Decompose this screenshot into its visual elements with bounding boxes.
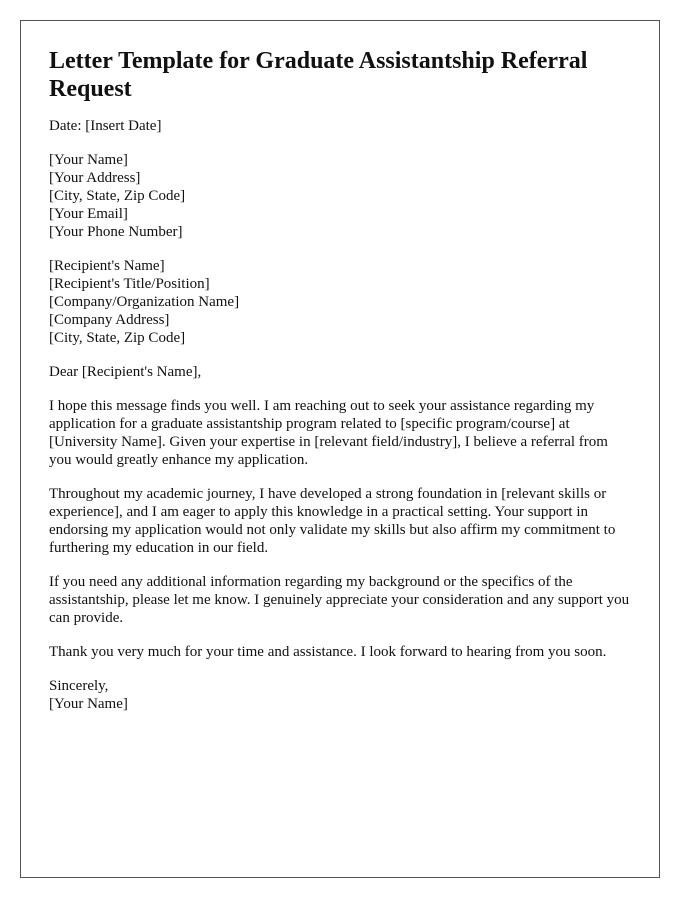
recipient-city-state-zip: [City, State, Zip Code] bbox=[49, 330, 186, 346]
letter-title: Letter Template for Graduate Assistantship Referral Request bbox=[49, 48, 588, 102]
recipient-company-address: [Company Address] bbox=[49, 312, 170, 328]
signature-block bbox=[49, 677, 631, 713]
body-paragraph: I hope this message finds you well. I am reaching out to seek your assistance regarding my application for a graduate assistantship program related to [specific program/course] at [University Name]. Given your expertise in [relevant field/industry], I believe a referral from you would greatly enhance my application. bbox=[49, 398, 608, 468]
signature-name: [Your Name] bbox=[49, 696, 128, 712]
sender-phone: [Your Phone Number] bbox=[49, 224, 183, 240]
body-paragraph: If you need any additional information regarding my background or the specifics of the assistantship, please let me know. I genuinely appreciate your consideration and any support you can provide. bbox=[49, 574, 630, 626]
recipient-organization: [Company/Organization Name] bbox=[49, 294, 240, 310]
closing: Sincerely, bbox=[49, 678, 109, 694]
recipient-address-block bbox=[49, 257, 631, 347]
sender-address-block bbox=[49, 151, 631, 241]
letter-page bbox=[20, 20, 660, 878]
recipient-title: [Recipient's Title/Position] bbox=[49, 276, 210, 292]
body-paragraph: Thank you very much for your time and assistance. I look forward to hearing from you soon. bbox=[49, 644, 607, 660]
letter-body bbox=[49, 117, 631, 713]
sender-email: [Your Email] bbox=[49, 206, 128, 222]
sender-name: [Your Name] bbox=[49, 152, 128, 168]
sender-city-state-zip: [City, State, Zip Code] bbox=[49, 188, 186, 204]
body-paragraph: Throughout my academic journey, I have developed a strong foundation in [relevant skills or experience], and I am eager to apply this knowledge in a practical setting. Your support in endorsing my application would not only validate my skills but also affirm my commitment to furthering my education in our field. bbox=[49, 486, 616, 556]
date-line: Date: [Insert Date] bbox=[49, 118, 162, 134]
sender-address: [Your Address] bbox=[49, 170, 141, 186]
salutation: Dear [Recipient's Name], bbox=[49, 364, 202, 380]
recipient-name: [Recipient's Name] bbox=[49, 258, 165, 274]
